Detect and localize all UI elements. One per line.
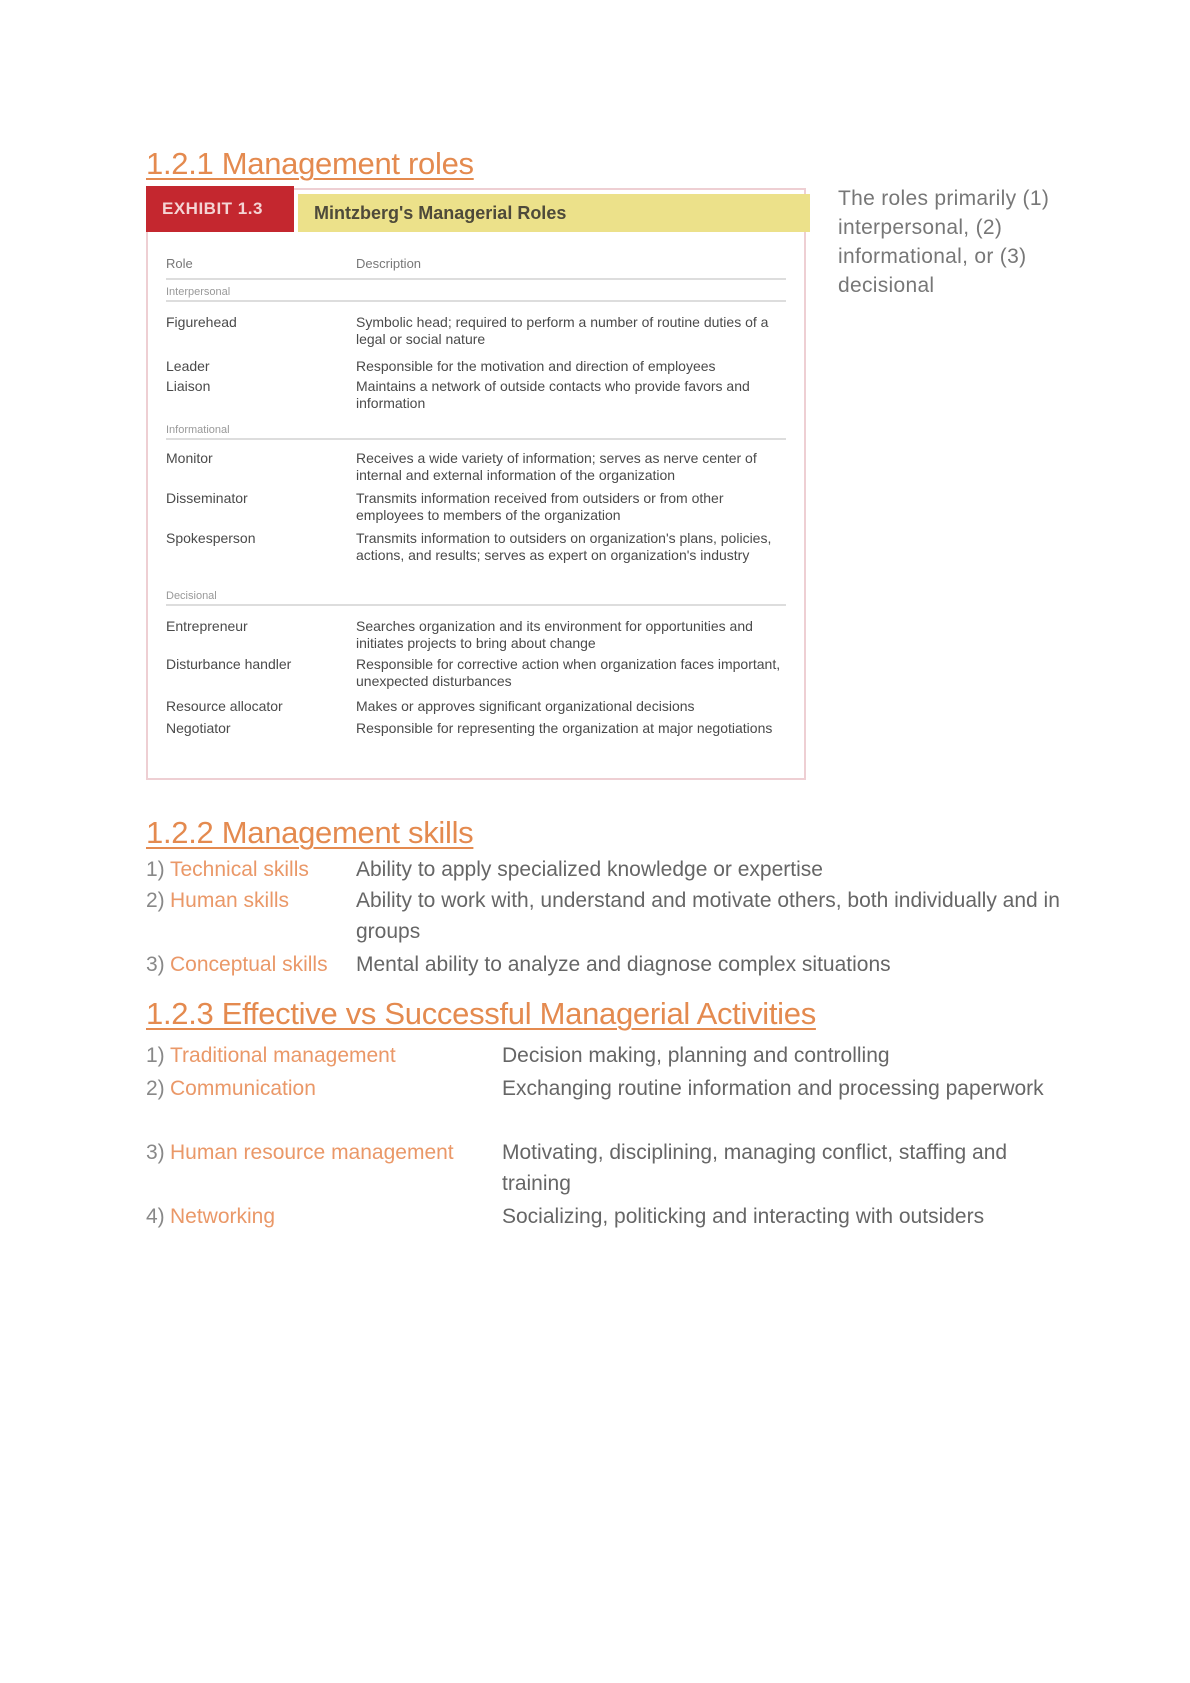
list-number: 3) [146, 953, 165, 976]
list-definition: Decision making, planning and controlling [502, 1044, 890, 1067]
list-item [146, 885, 1066, 947]
group-label: Interpersonal [166, 286, 786, 302]
list-item [146, 1137, 1066, 1199]
role-description: Responsible for corrective action when organization faces important, unexpected disturbances [356, 656, 781, 689]
exhibit-title: Mintzberg's Managerial Roles [298, 194, 810, 232]
list-number: 3) [146, 1141, 165, 1164]
list-definition: Socializing, politicking and interacting with outsiders [502, 1205, 985, 1228]
exhibit-column-headers [166, 256, 786, 280]
list-definition: Ability to apply specialized knowledge or expertise [356, 858, 823, 881]
role-name: Liaison [166, 378, 211, 394]
role-name: Disseminator [166, 490, 248, 506]
list-definition: Exchanging routine information and processing paperwork [502, 1077, 1044, 1100]
section-heading-management-roles: 1.2.1 Management roles [146, 146, 474, 181]
role-name: Spokesperson [166, 530, 256, 546]
list-number: 1) [146, 858, 165, 881]
role-name: Negotiator [166, 720, 231, 736]
list-term: Human resource management [170, 1141, 454, 1164]
list-term: Conceptual skills [170, 953, 328, 976]
role-description: Maintains a network of outside contacts who provide favors and information [356, 378, 750, 411]
list-definition: Motivating, disciplining, managing conflict, staffing and training [502, 1141, 1008, 1195]
group-label: Informational [166, 424, 786, 440]
column-header-description: Description [356, 256, 422, 271]
group-label: Decisional [166, 590, 786, 606]
list-term: Human skills [170, 889, 290, 912]
role-name: Disturbance handler [166, 656, 292, 672]
role-description: Makes or approves significant organizational decisions [356, 698, 695, 714]
list-term: Networking [170, 1205, 276, 1228]
role-name: Monitor [166, 450, 213, 466]
role-description: Receives a wide variety of information; serves as nerve center of internal and external information of the organization [356, 450, 757, 483]
list-item [146, 949, 1066, 980]
list-item [146, 1073, 1066, 1135]
section-heading-managerial-activities: 1.2.3 Effective vs Successful Managerial Activities [146, 996, 816, 1031]
role-description: Responsible for representing the organization at major negotiations [356, 720, 773, 736]
list-definition: Ability to work with, understand and motivate others, both individually and in groups [356, 889, 1060, 943]
role-name: Figurehead [166, 314, 237, 330]
side-note: The roles primarily (1) interpersonal, (2) informational, or (3) decisional [838, 187, 1050, 297]
role-description: Transmits information received from outsiders or from other employees to members of the organization [356, 490, 724, 523]
list-item [146, 1201, 1066, 1232]
role-description: Symbolic head; required to perform a number of routine duties of a legal or social nature [356, 314, 769, 347]
exhibit-box [146, 188, 806, 780]
list-item [146, 854, 1066, 885]
role-description: Transmits information to outsiders on organization's plans, policies, actions, and results; serves as expert on organization's industry [356, 530, 772, 563]
list-number: 2) [146, 889, 165, 912]
list-number: 2) [146, 1077, 165, 1100]
exhibit-label: EXHIBIT 1.3 [146, 186, 294, 232]
role-name: Entrepreneur [166, 618, 248, 634]
list-definition: Mental ability to analyze and diagnose complex situations [356, 953, 891, 976]
list-term: Technical skills [170, 858, 309, 881]
list-term: Communication [170, 1077, 316, 1100]
list-number: 1) [146, 1044, 165, 1067]
column-header-role: Role [166, 256, 193, 271]
role-description: Searches organization and its environment for opportunities and initiates projects to bring about change [356, 618, 753, 651]
exhibit-header [146, 186, 810, 232]
list-item [146, 1040, 1066, 1071]
role-name: Leader [166, 358, 210, 374]
role-description: Responsible for the motivation and direction of employees [356, 358, 716, 374]
role-name: Resource allocator [166, 698, 283, 714]
list-term: Traditional management [170, 1044, 396, 1067]
list-number: 4) [146, 1205, 165, 1228]
section-heading-management-skills: 1.2.2 Management skills [146, 815, 474, 850]
